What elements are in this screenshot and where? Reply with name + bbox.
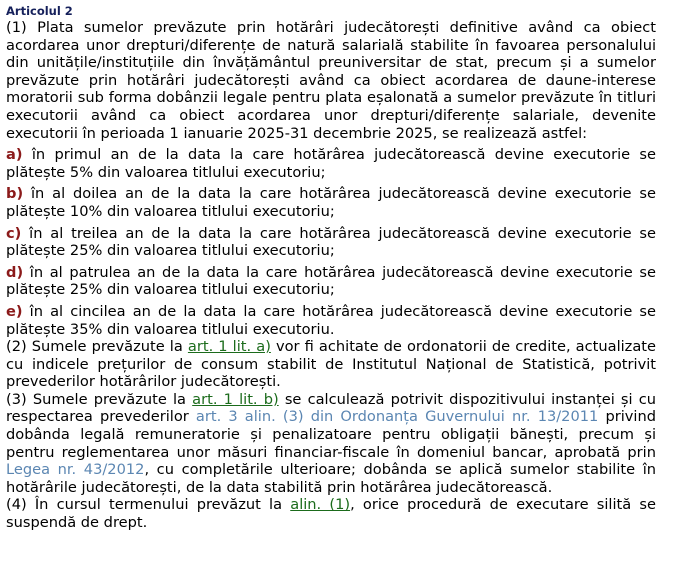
list-item-d — [6, 264, 656, 299]
item-letter-e: e) — [6, 302, 23, 320]
item-letter-a: a) — [6, 146, 23, 164]
paragraph-3-text-mid-1: se calculează potrivit dispozitivului instanței și cu respectarea prevederilor — [6, 390, 656, 426]
item-text-b: în al doilea an de la data la care hotărârea judecătorească devine executorie se plătește 10% din valoarea titlului executoriu; — [6, 185, 656, 220]
link-art-1-lit-a[interactable]: art. 1 lit. a) — [187, 338, 271, 356]
paragraph-2 — [6, 338, 656, 391]
link-alin-1[interactable]: alin. (1) — [290, 496, 351, 514]
list-item-a — [6, 146, 656, 181]
paragraph-1: (1) Plata sumelor prevăzute prin hotărâri judecătorești definitive având ca obiect acordarea unor drepturi/diferențe de natură salarială stabilite în favoarea personalului din unitățile/instituțiile din învățământul preuniversitar de stat, precum și a sumelor prevăzute prin hotărâri judecătorești având ca obiect acordarea de daune-interese moratorii sub forma dobânzii legale pentru plata eșalonată a sumelor prevăzute în titluri executorii având ca obiect acordarea unor drepturi/diferențe salariale, devenite executorii în perioada 1 ianuarie 2025-31 decembrie 2025, se realizează astfel: — [6, 19, 656, 142]
link-art-1-lit-b[interactable]: art. 1 lit. b) — [192, 390, 279, 408]
paragraph-3 — [6, 391, 656, 497]
list-item-b — [6, 185, 656, 220]
paragraph-3-text-end: , cu completările ulterioare; dobânda se aplică sumelor stabilite în hotărârile judecătorești, de la data stabilită prin hotărârea judecătorească. — [6, 461, 656, 496]
item-letter-d: d) — [6, 263, 24, 281]
paragraph-2-text-start: (2) Sumele prevăzute la — [6, 338, 188, 356]
list-item-c — [6, 225, 656, 260]
paragraph-3-text-mid-2: privind dobânda legală remuneratorie și penalizatoare pentru obligații bănești, precum și pentru reglementarea unor măsuri financiar-fiscale în domeniul bancar, aprobată prin — [6, 408, 656, 461]
item-text-c: în al treilea an de la data la care hotărârea judecătorească devine executorie se plătește 25% din valoarea titlului executoriu; — [6, 224, 656, 260]
paragraph-3-text-start: (3) Sumele prevăzute la — [6, 390, 193, 408]
list-item-e — [6, 303, 656, 338]
paragraph-4-text-start: (4) În cursul termenului prevăzut la — [6, 496, 291, 514]
paragraph-4 — [6, 496, 656, 531]
item-text-e: în al cincilea an de la data la care hotărârea judecătorească devine executorie se plătește 35% din valoarea titlului executoriu. — [6, 302, 656, 338]
item-text-a: în primul an de la data la care hotărârea judecătorească devine executorie se plătește 5% din valoarea titlului executoriu; — [6, 146, 656, 181]
item-text-d: în al patrulea an de la data la care hotărârea judecătorească devine executorie se plătește 25% din valoarea titlului executoriu; — [6, 263, 656, 299]
item-letter-b: b) — [6, 185, 24, 203]
link-legea-43-2012[interactable]: Legea nr. 43/2012 — [6, 461, 145, 479]
article-title: Articolul 2 — [6, 4, 73, 18]
link-og-13-2011[interactable]: art. 3 alin. (3) din Ordonanța Guvernului nr. 13/2011 — [195, 408, 599, 426]
paragraph-4-text-end: , orice procedură de executare silită se suspendă de drept. — [6, 496, 656, 532]
paragraph-2-text-end: vor fi achitate de ordonatorii de credite, actualizate cu indicele prețurilor de consum stabilit de Institutul Național de Statistică, potrivit prevederilor hotărârilor judecătorești. — [6, 338, 656, 391]
item-letter-c: c) — [6, 224, 22, 242]
